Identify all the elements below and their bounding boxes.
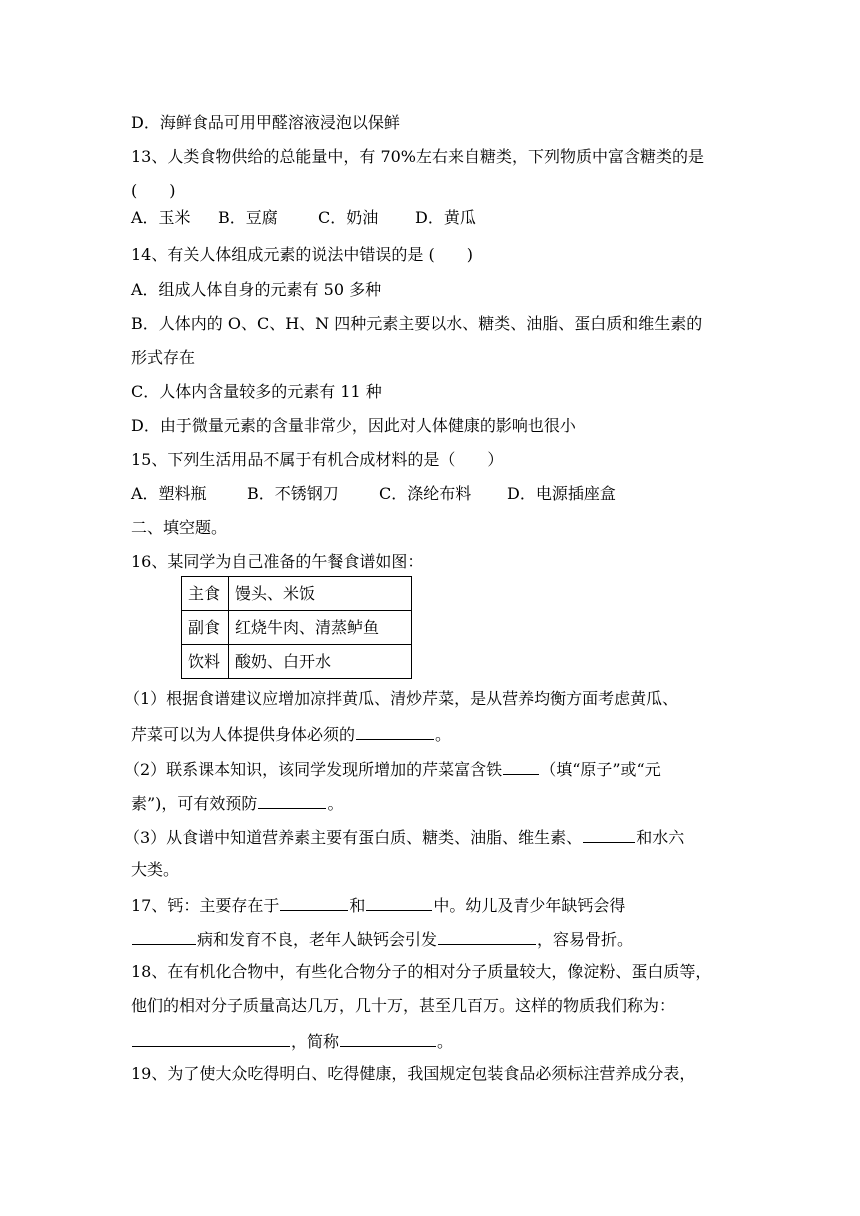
answer-blank[interactable]: [438, 928, 536, 945]
q16-stem: 16、某同学为自己准备的午餐食谱如图：: [131, 552, 424, 571]
q16-part2-text-c: 素”)，可有效预防: [131, 794, 258, 813]
q14-option-c: C．人体内含量较多的元素有 11 种: [131, 382, 382, 401]
q13-stem: 13、人类食物供给的总能量中，有 70%左右来自糖类，下列物质中富含糖类的是: [131, 147, 705, 166]
q12-option-d: D．海鲜食品可用甲醛溶液浸泡以保鲜: [131, 113, 400, 132]
q17-text-c: 中。幼儿及青少年缺钙会得: [433, 896, 626, 915]
answer-blank[interactable]: [340, 1030, 436, 1047]
q18-line2: 他们的相对分子质量高达几万，几十万，甚至几百万。这样的物质我们称为：: [131, 996, 676, 1015]
q16-part1-text: 芹菜可以为人体提供身体必须的: [131, 725, 356, 744]
q16-part1-line1: （1）根据食谱建议应增加凉拌黄瓜、清炒芹菜，是从营养均衡方面考虑黄瓜、: [124, 689, 679, 708]
answer-blank[interactable]: [503, 758, 539, 775]
q19-line1: 19、为了使大众吃得明白、吃得健康，我国规定包装食品必须标注营养成分表，: [131, 1064, 696, 1083]
q15-option-a: A．塑料瓶: [131, 484, 207, 503]
q17-line2: [131, 928, 633, 950]
q15-option-c: C．涤纶布料: [379, 484, 472, 503]
q16-part2-end: 。: [327, 794, 344, 813]
q14-option-a: A．组成人体自身的元素有 50 多种: [131, 280, 382, 299]
q18-text-b: 。: [437, 1032, 454, 1051]
q18-line3: [131, 1030, 453, 1052]
q14-option-b-line2: 形式存在: [131, 348, 196, 367]
menu-label: 饮料: [182, 645, 229, 679]
menu-items: 馒头、米饭: [229, 577, 412, 611]
q13-option-b: B．豆腐: [218, 208, 278, 227]
q15-options: [131, 484, 616, 504]
q14-option-d: D．由于微量元素的含量非常少，因此对人体健康的影响也很小: [131, 416, 576, 435]
q16-part2-text-a: （2）联系课本知识，该同学发现所增加的芹菜富含铁: [124, 760, 503, 779]
answer-blank[interactable]: [356, 723, 434, 740]
table-row: [182, 611, 412, 645]
q13-paren: ( ): [131, 181, 176, 200]
answer-blank[interactable]: [583, 826, 635, 843]
q13-option-c: C．奶油: [318, 208, 379, 227]
q15-option-b: B．不锈钢刀: [247, 484, 339, 503]
q18-line1: 18、在有机化合物中，有些化合物分子的相对分子质量较大，像淀粉、蛋白质等，: [131, 962, 712, 981]
q16-part2-line2: [131, 792, 343, 814]
q16-part3-line1: [124, 826, 684, 848]
q14-option-b-line1: B．人体内的 O、C、H、N 四种元素主要以水、糖类、油脂、蛋白质和维生素的: [131, 314, 703, 333]
q16-part1-end: 。: [435, 725, 452, 744]
q15-option-d: D．电源插座盒: [507, 484, 616, 503]
q18-text-a: ，简称: [291, 1032, 340, 1051]
q16-part3-text-b: 和水六: [636, 828, 685, 847]
q17-text-b: 和: [349, 896, 366, 915]
answer-blank[interactable]: [258, 792, 326, 809]
q13-option-d: D．黄瓜: [415, 208, 476, 227]
q16-part2-text-b: （填“原子”或“元: [540, 760, 661, 779]
q16-part2-line1: [124, 758, 661, 780]
q15-stem: 15、下列生活用品不属于有机合成材料的是（ ）: [131, 450, 504, 469]
q17-text-d: 病和发育不良，老年人缺钙会引发: [197, 930, 438, 949]
menu-items: 酸奶、白开水: [229, 645, 412, 679]
answer-blank[interactable]: [280, 894, 348, 911]
q17-text-e: ，容易骨折。: [537, 930, 634, 949]
q16-part3-text-a: （3）从食谱中知道营养素主要有蛋白质、糖类、油脂、维生素、: [124, 828, 583, 847]
q14-stem: 14、有关人体组成元素的说法中错误的是 ( ): [131, 245, 473, 264]
section-heading: 二、填空题。: [131, 518, 228, 537]
menu-items: 红烧牛肉、清蒸鲈鱼: [229, 611, 412, 645]
answer-blank[interactable]: [132, 928, 196, 945]
q17-line1: [131, 894, 625, 916]
table-row: [182, 577, 412, 611]
q17-text-a: 17、钙：主要存在于: [131, 896, 280, 915]
q16-part1-line2: [131, 723, 451, 745]
table-row: [182, 645, 412, 679]
lunch-menu-table: [181, 576, 412, 679]
q16-part3-line2: 大类。: [131, 860, 180, 879]
menu-label: 副食: [182, 611, 229, 645]
answer-blank[interactable]: [132, 1030, 290, 1047]
q13-options: [131, 208, 476, 228]
menu-label: 主食: [182, 577, 229, 611]
answer-blank[interactable]: [366, 894, 432, 911]
q13-option-a: A．玉米: [131, 208, 191, 227]
